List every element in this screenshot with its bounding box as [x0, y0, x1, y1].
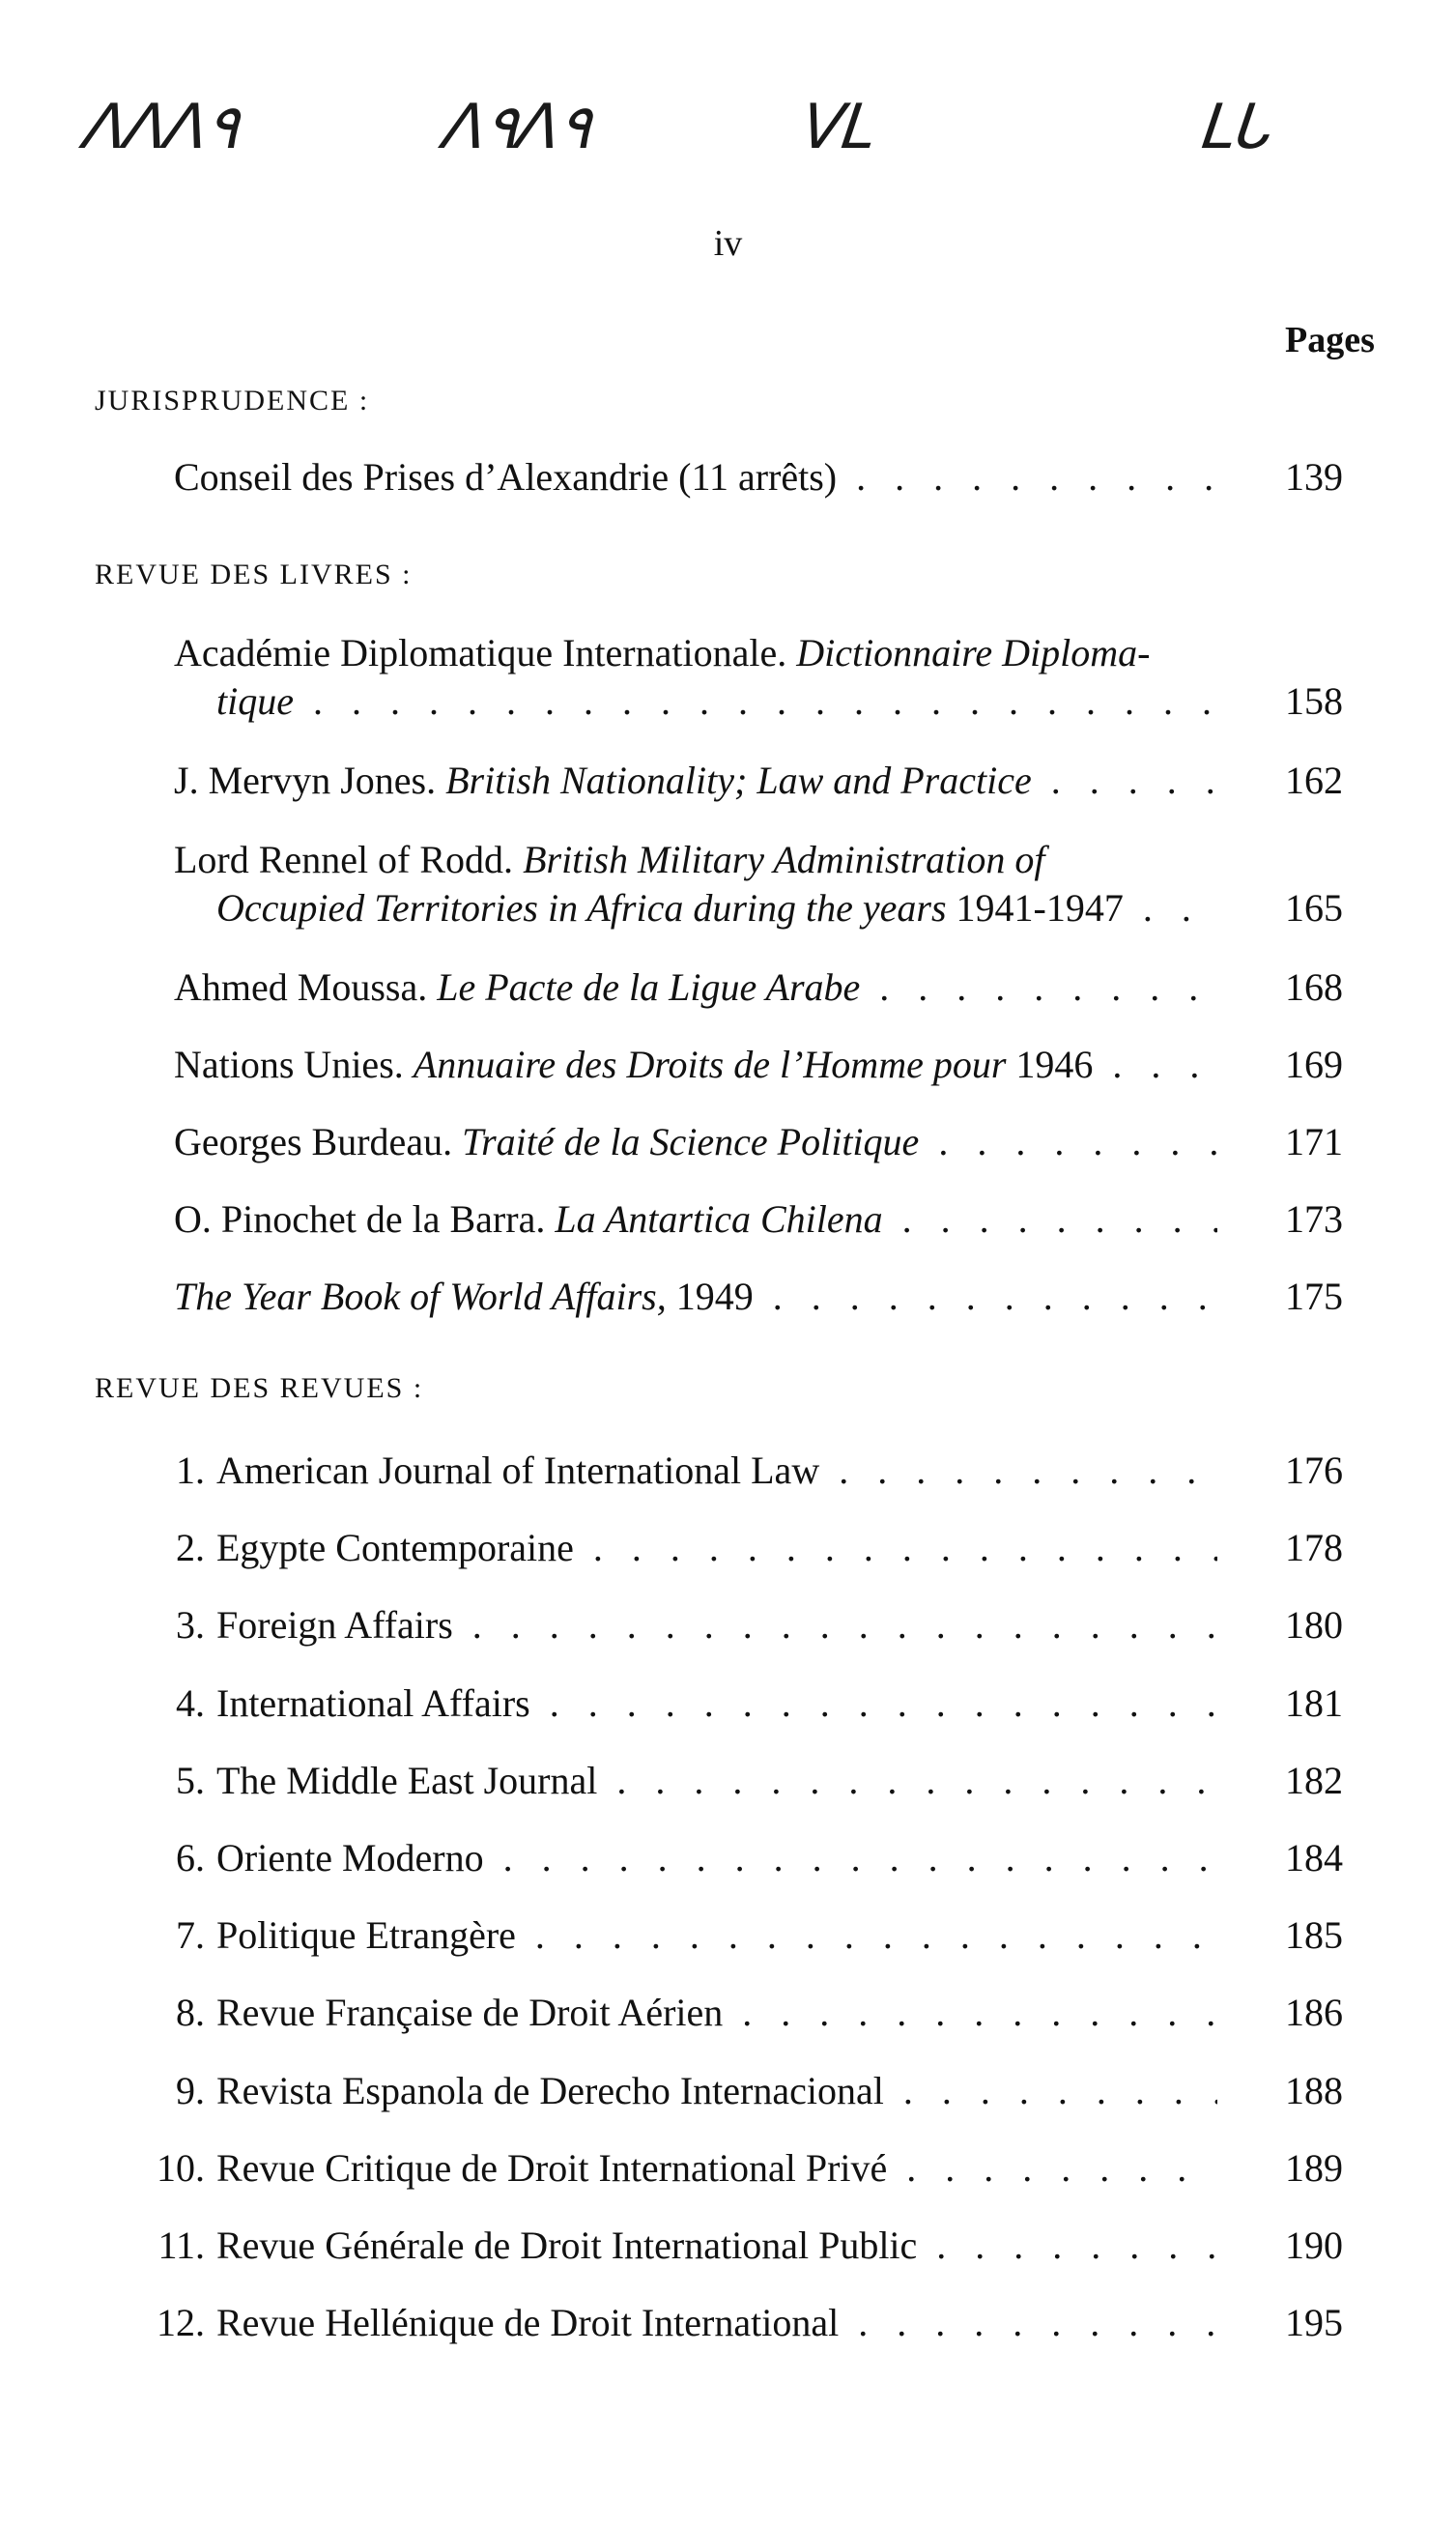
entry-year: 1946	[1015, 1043, 1094, 1086]
toc-entry-line1	[174, 837, 1217, 882]
toc-entry	[145, 1680, 1343, 1726]
toc-entry	[145, 1602, 1343, 1648]
handwritten-mark-center-left: ᐱ۹ᐱ۹	[439, 92, 597, 163]
entry-page: 175	[1285, 1275, 1343, 1318]
toc-entry	[174, 885, 1343, 931]
entry-text: Egypte Contemporaine	[216, 1526, 574, 1569]
entry-author: O. Pinochet de la Barra.	[174, 1197, 546, 1241]
entry-text: Conseil des Prises d’Alexandrie (11 arrêts)	[174, 455, 838, 499]
entry-text: Politique Etrangère	[216, 1913, 516, 1957]
entry-page: 188	[1285, 2069, 1343, 2112]
entry-number: 5.	[176, 1759, 205, 1802]
toc-entry	[145, 1448, 1343, 1493]
entry-page: 180	[1285, 1603, 1343, 1647]
entry-title-cont: tique	[216, 679, 294, 723]
entry-title: Traité de la Science Politique	[462, 1120, 920, 1163]
entry-number: 11.	[157, 2224, 205, 2267]
section-title-jurisprudence: JURISPRUDENCE :	[95, 385, 370, 416]
entry-number: 8.	[176, 1991, 205, 2034]
entry-title: The Year Book of World Affairs,	[174, 1275, 667, 1318]
entry-page: 171	[1285, 1120, 1343, 1163]
entry-year: 1949	[675, 1275, 754, 1318]
entry-number: 12.	[157, 2301, 205, 2344]
toc-entry	[174, 1119, 1343, 1164]
entry-title: British Nationality; Law and Practice	[445, 759, 1032, 802]
toc-entry	[174, 678, 1343, 724]
toc-entry	[145, 2068, 1343, 2113]
entry-number: 6.	[176, 1836, 205, 1879]
entry-text: Foreign Affairs	[216, 1603, 453, 1647]
toc-entry	[145, 2223, 1343, 2268]
entry-text: American Journal of International Law	[216, 1449, 820, 1492]
entry-author: Académie Diplomatique Internationale.	[174, 631, 787, 674]
entry-number: 4.	[176, 1681, 205, 1725]
entry-title: Dictionnaire Diploma-	[796, 631, 1151, 674]
entry-page: 162	[1285, 759, 1343, 802]
entry-number: 2.	[176, 1526, 205, 1569]
toc-entry	[145, 1990, 1343, 2035]
entry-number: 1.	[176, 1449, 205, 1492]
page-number: iv	[713, 223, 743, 264]
toc-entry-line1	[174, 630, 1217, 675]
entry-number: 7.	[176, 1913, 205, 1957]
entry-page: 189	[1285, 2146, 1343, 2190]
entry-title-cont: Occupied Territories in Africa during the years	[216, 886, 947, 930]
entry-page: 169	[1285, 1043, 1343, 1086]
entry-year: 1941-1947	[956, 886, 1124, 930]
handwritten-mark-left: ᐱᐱᐱ۹	[79, 92, 244, 163]
entry-title: La Antartica Chilena	[555, 1197, 883, 1241]
entry-text: International Affairs	[216, 1681, 530, 1725]
entry-page: 182	[1285, 1759, 1343, 1802]
entry-page: 168	[1285, 965, 1343, 1009]
entry-title: British Military Administration of	[523, 838, 1045, 881]
toc-entry	[145, 1912, 1343, 1958]
entry-page: 185	[1285, 1913, 1343, 1957]
toc-entry	[174, 964, 1343, 1010]
entry-text: Revue Française de Droit Aérien	[216, 1991, 724, 2034]
entry-author: Georges Burdeau.	[174, 1120, 453, 1163]
entry-text: Revue Hellénique de Droit International	[216, 2301, 840, 2344]
section-title-livres: REVUE DES LIVRES :	[95, 559, 413, 590]
entry-number: 3.	[176, 1603, 205, 1647]
entry-title: Le Pacte de la Ligue Arabe	[437, 965, 861, 1009]
entry-page: 139	[1285, 455, 1343, 499]
entry-page: 176	[1285, 1449, 1343, 1492]
entry-page: 158	[1285, 679, 1343, 723]
entry-page: 181	[1285, 1681, 1343, 1725]
entry-page: 184	[1285, 1836, 1343, 1879]
toc-entry	[145, 1835, 1343, 1880]
entry-text: Revue Critique de Droit International Privé	[216, 2146, 888, 2190]
entry-author: J. Mervyn Jones.	[174, 759, 437, 802]
toc-entry	[174, 454, 1343, 500]
toc-entry	[174, 1196, 1343, 1242]
entry-author: Nations Unies.	[174, 1043, 404, 1086]
entry-text: Revue Générale de Droit International Public	[216, 2224, 918, 2267]
entry-page: 190	[1285, 2224, 1343, 2267]
toc-entry	[174, 758, 1343, 803]
entry-page: 195	[1285, 2301, 1343, 2344]
entry-author: Ahmed Moussa.	[174, 965, 428, 1009]
toc-entry	[174, 1274, 1343, 1319]
entry-page: 173	[1285, 1197, 1343, 1241]
entry-title: Annuaire des Droits de l’Homme pour	[413, 1043, 1007, 1086]
entry-number: 10.	[157, 2146, 205, 2190]
toc-entry	[174, 1042, 1343, 1087]
entry-page: 165	[1285, 886, 1343, 930]
toc-entry	[145, 2300, 1343, 2345]
handwritten-mark-center-right: ᐯᒪ	[796, 92, 880, 163]
entry-number: 9.	[176, 2069, 205, 2112]
handwritten-mark-right: ᒪᒐ	[1197, 92, 1278, 163]
entry-page: 186	[1285, 1991, 1343, 2034]
section-title-revues: REVUE DES REVUES :	[95, 1372, 424, 1404]
entry-page: 178	[1285, 1526, 1343, 1569]
pages-column-header: Pages	[1285, 320, 1375, 360]
entry-text: The Middle East Journal	[216, 1759, 598, 1802]
toc-entry	[145, 2145, 1343, 2191]
entry-author: Lord Rennel of Rodd.	[174, 838, 514, 881]
entry-text: Revista Espanola de Derecho Internacional	[216, 2069, 884, 2112]
toc-entry	[145, 1758, 1343, 1803]
toc-entry	[145, 1525, 1343, 1570]
entry-text: Oriente Moderno	[216, 1836, 484, 1879]
